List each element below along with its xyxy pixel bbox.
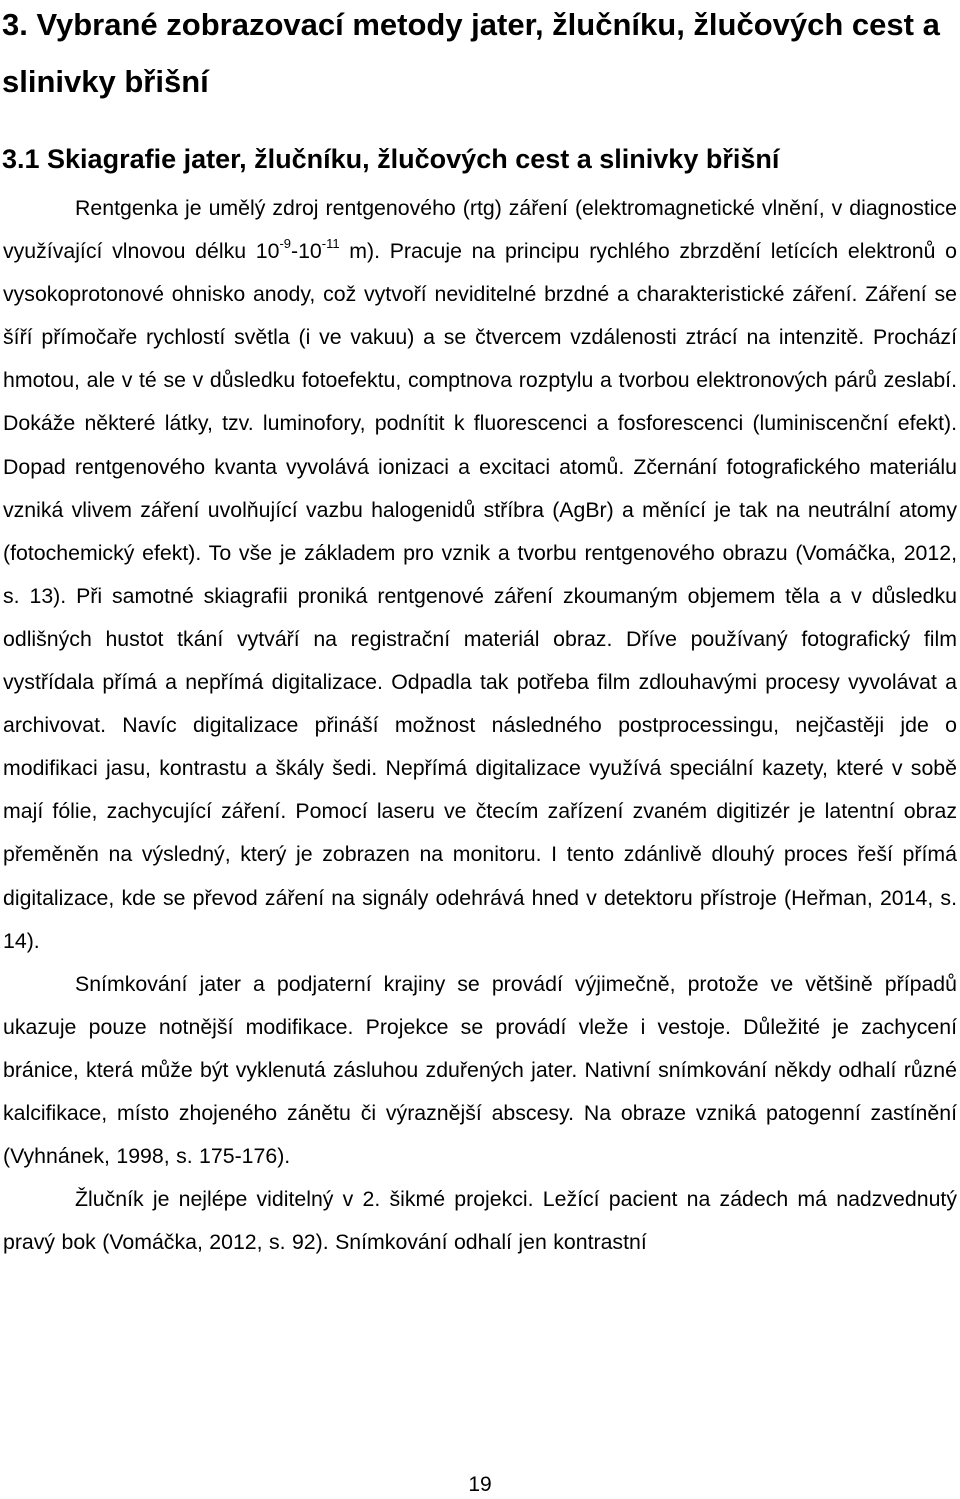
exponent-superscript: -11 bbox=[321, 236, 340, 252]
body-text bbox=[3, 187, 957, 1264]
chapter-title: 3. Vybrané zobrazovací metody jater, žlučníku, žlučových cest a slinivky břišní bbox=[2, 7, 940, 99]
paragraph-text-rest: m). Pracuje na principu rychlého zbrzdění letících elektronů o vysokoprotonové ohnisko anody, což vytvoří neviditelné brzdné a charakteristické záření. Záření se šíří přímočaře rychlostí světla (i ve vakuu) a se čtvercem vzdálenosti ztrácí na intenzitě. Prochází hmotou, ale v té se v důsledku fotoefektu, comptnova rozptylu a tvorbou elektronových párů zeslabí. Dokáže některé látky, tzv. luminofory, podnítit k fluorescenci a fosforescenci (luminiscenční efekt). Dopad rentgenového kvanta vyvolává ionizaci a excitaci atomů. Zčernání fotografického materiálu vzniká vlivem záření uvolňující vazbu halogenidů stříbra (AgBr) a měnící je tak na neutrální atomy (fotochemický efekt). To vše je základem pro vznik a tvorbu rentgenového obrazu (Vomáčka, 2012, s. 13). Při samotné skiagrafii proniká rentgenové záření zkoumaným objemem těla a v důsledku odlišných hustot tkání vytváří na registrační materiál obraz. Dříve používaný fotografický film vystřídala přímá a nepřímá digitalizace. Odpadla tak potřeba film zdlouhavými procesy vyvolávat a archivovat. Navíc digitalizace přináší možnost následného postprocessingu, nejčastěji jde o modifikaci jasu, kontrastu a škály šedi. Nepřímá digitalizace využívá speciální kazety, které v sobě mají fólie, zachycující záření. Pomocí laseru ve čtecím zařízení zvaném digitizér je latentní obraz přeměněn na výsledný, který je zobrazen na monitoru. I tento zdánlivě dlouhý proces řeší přímá digitalizace, kde se převod záření na signály odehrává hned v detektoru přístroje (Heřman, 2014, s. 14). bbox=[3, 239, 957, 953]
paragraph-gallbladder-imaging: Žlučník je nejlépe viditelný v 2. šikmé projekci. Ležící pacient na zádech má nadzvednutý pravý bok (Vomáčka, 2012, s. 92). Snímkování odhalí jen kontrastní bbox=[3, 1187, 957, 1255]
page-number: 19 bbox=[468, 1473, 492, 1496]
exponent-superscript: -9 bbox=[279, 236, 291, 252]
paragraph-text-mid: -10 bbox=[291, 239, 322, 264]
paragraph-text-lead: Rentgenka je umělý zdroj rentgenového (rtg) záření (elektromagnetické vlnění, v diagnostice využívající vlnovou délku 10 bbox=[3, 196, 957, 264]
section-title: 3.1 Skiagrafie jater, žlučníku, žlučových cest a slinivky břišní bbox=[2, 144, 780, 174]
paragraph-xray-principles bbox=[3, 187, 957, 963]
paragraph-liver-imaging: Snímkování jater a podjaterní krajiny se provádí výjimečně, protože ve většině případů ukazuje pouze notnější modifikace. Projekce se provádí vleže i vestoje. Důležité je zachycení bránice, která může být vyklenutá zásluhou zduřených jater. Nativní snímkování někdy odhalí různé kalcifikace, místo zhojeného zánětu či výraznější abscesy. Na obraze vzniká patogenní zastínění (Vyhnánek, 1998, s. 175-176). bbox=[3, 971, 957, 1169]
